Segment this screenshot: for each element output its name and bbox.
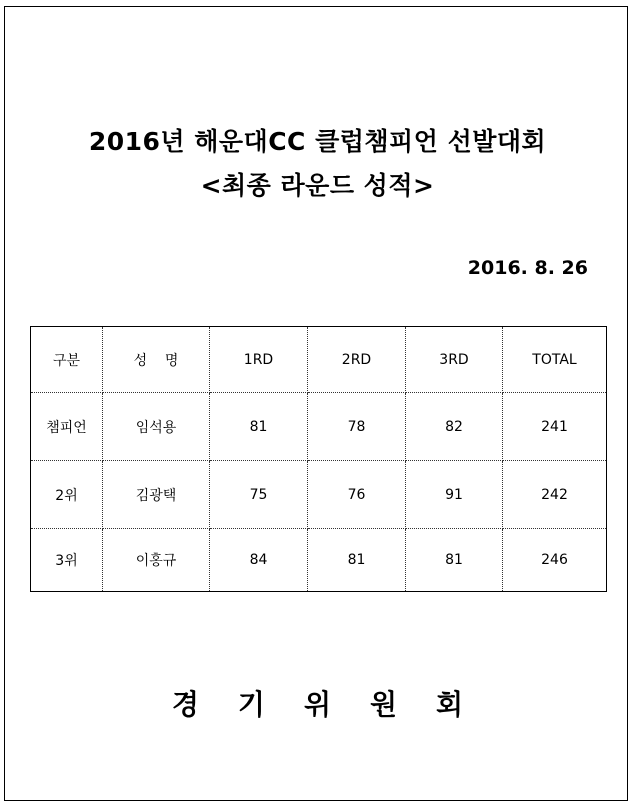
cell-round-2: 76	[308, 461, 406, 529]
cell-name: 김광택	[103, 461, 210, 529]
cell-round-3: 81	[406, 529, 503, 592]
cell-total: 241	[503, 393, 607, 461]
cell-total: 242	[503, 461, 607, 529]
header-category: 구분	[31, 327, 103, 393]
table-row	[31, 529, 607, 592]
header-round-3: 3RD	[406, 327, 503, 393]
cell-round-1: 81	[210, 393, 308, 461]
table-row	[31, 461, 607, 529]
results-table	[30, 326, 607, 592]
committee-signature: 경 기 위 원 회	[171, 688, 464, 721]
header-round-1: 1RD	[210, 327, 308, 393]
table-header-row	[31, 327, 607, 393]
cell-round-3: 82	[406, 393, 503, 461]
cell-category: 챔피언	[31, 393, 103, 461]
cell-round-3: 91	[406, 461, 503, 529]
table-row	[31, 393, 607, 461]
cell-round-2: 81	[308, 529, 406, 592]
title-line-2: <최종 라운드 성적>	[200, 171, 435, 200]
header-name: 성 명	[103, 327, 210, 393]
header-total: TOTAL	[503, 327, 607, 393]
cell-name: 이홍규	[103, 529, 210, 592]
cell-round-1: 75	[210, 461, 308, 529]
cell-category: 3위	[31, 529, 103, 592]
cell-round-1: 84	[210, 529, 308, 592]
cell-round-2: 78	[308, 393, 406, 461]
date: 2016. 8. 26	[467, 257, 588, 279]
header-round-2: 2RD	[308, 327, 406, 393]
cell-name: 임석용	[103, 393, 210, 461]
title-line-1: 2016년 해운대CC 클럽챔피언 선발대회	[88, 127, 547, 156]
cell-category: 2위	[31, 461, 103, 529]
cell-total: 246	[503, 529, 607, 592]
